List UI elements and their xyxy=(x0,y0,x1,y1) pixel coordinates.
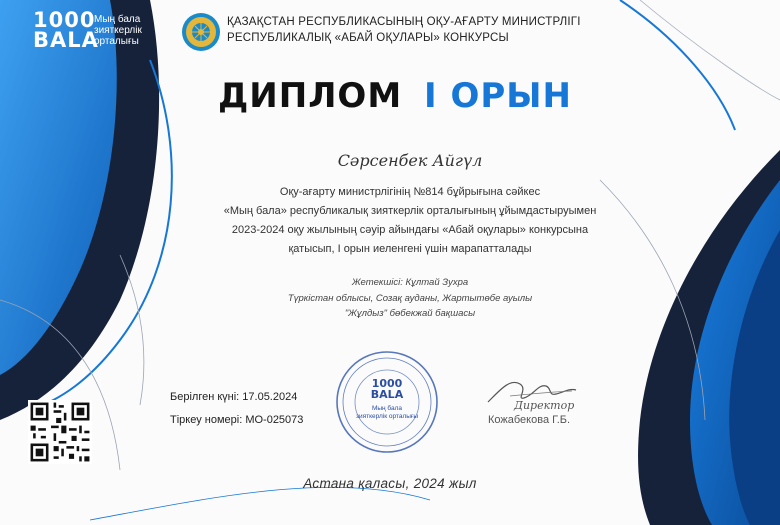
header-contest: РЕСПУБЛИКАЛЫҚ «АБАЙ ОҚУЛАРЫ» КОНКУРСЫ xyxy=(227,32,509,44)
certificate-place: І ОРЫН xyxy=(424,76,572,116)
stamp-rings xyxy=(335,350,439,454)
logo-mark xyxy=(33,10,99,50)
logo-word: BALA xyxy=(33,28,99,52)
address-line-2: "Жұлдыз" бөбекжай бақшасы xyxy=(344,308,476,319)
director-name: Кожабекова Г.Б. xyxy=(488,414,571,426)
body-line-4: қатысып, І орын иеленгені үшін марапатталады xyxy=(288,243,532,255)
body-line-1: Оқу-ағарту министрлігінің №814 бұйрығына сәйкес xyxy=(279,186,541,198)
certificate-title: ДИПЛОМ xyxy=(218,76,403,116)
logo-caption: Мың бала зияткерлік орталығы xyxy=(94,14,142,47)
address-line-1: Түркістан облысы, Созақ ауданы, Жартытөбе ауылы xyxy=(287,293,533,304)
stamp-number: 1000 xyxy=(371,377,403,390)
qr-code-icon xyxy=(28,400,92,464)
stamp-caption-2: зияткерлік орталығы xyxy=(355,413,419,420)
state-emblem-icon xyxy=(181,12,221,52)
body-line-3: 2023-2024 оқу жылының сәуір айындағы «Абай оқулары» конкурсына xyxy=(231,224,589,236)
header-ministry: ҚАЗАҚСТАН РЕСПУБЛИКАСЫНЫҢ ОҚУ-АҒАРТУ МИНИСТРЛІГІ xyxy=(227,16,581,28)
official-stamp xyxy=(335,350,439,454)
recipient-name: Сәрсенбек Айгүл xyxy=(337,151,483,170)
issue-date: Берілген күні: 17.05.2024 xyxy=(170,391,298,403)
mentor-line: Жетекшісі: Кұлтай Зухра xyxy=(351,277,469,288)
stamp-caption-1: Мың бала xyxy=(371,405,403,412)
director-title: Директор xyxy=(514,399,575,412)
registration-number: Тіркеу номері: MO-025073 xyxy=(170,414,304,426)
stamp-word: BALA xyxy=(370,388,404,401)
logo-number: 1000 xyxy=(33,8,96,32)
issue-place-year: Астана қаласы, 2024 жыл xyxy=(303,476,477,491)
body-line-2: «Мың бала» республикалық зияткерлік орталығының ұйымдастыруымен xyxy=(223,205,597,217)
